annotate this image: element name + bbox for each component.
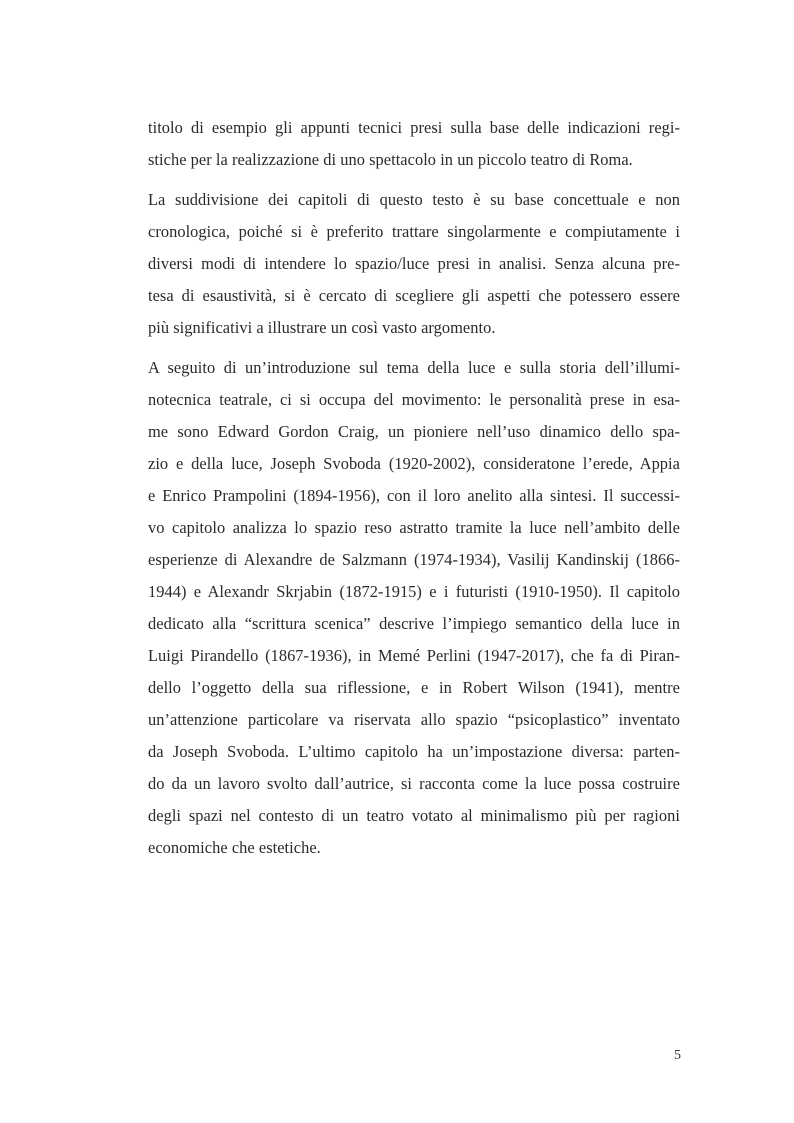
text-line: dello l’oggetto della sua riflessione, e in Robert Wilson (1941), mentre [148, 678, 680, 697]
paragraph-spacer [148, 176, 680, 184]
text-line: da Joseph Svoboda. L’ultimo capitolo ha un’impostazione diversa: parten- [148, 742, 680, 761]
paragraph-1 [148, 112, 680, 176]
text-line: dedicato alla “scrittura scenica” descrive l’impiego semantico della luce in [148, 614, 680, 633]
text-line: Luigi Pirandello (1867-1936), in Memé Perlini (1947-2017), che fa di Piran- [148, 646, 680, 665]
text-line: diversi modi di intendere lo spazio/luce presi in analisi. Senza alcuna pre- [148, 254, 680, 273]
text-line: vo capitolo analizza lo spazio reso astratto tramite la luce nell’ambito delle [148, 518, 680, 537]
text-line: A seguito di un’introduzione sul tema della luce e sulla storia dell’illumi- [148, 358, 680, 377]
text-line: La suddivisione dei capitoli di questo testo è su base concettuale e non [148, 190, 680, 209]
paragraph-spacer [148, 344, 680, 352]
text-line: più significativi a illustrare un così vasto argomento. [148, 318, 496, 337]
text-line: un’attenzione particolare va riservata allo spazio “psicoplastico” inventato [148, 710, 680, 729]
text-line: cronologica, poiché si è preferito trattare singolarmente e compiutamente i [148, 222, 680, 241]
text-line: do da un lavoro svolto dall’autrice, si racconta come la luce possa costruire [148, 774, 680, 793]
paragraph-3 [148, 352, 680, 864]
text-line: zio e della luce, Joseph Svoboda (1920-2002), consideratone l’erede, Appia [148, 454, 680, 473]
page-number: 5 [674, 1048, 681, 1063]
paragraph-2 [148, 184, 680, 344]
text-line: esperienze di Alexandre de Salzmann (1974-1934), Vasilij Kandinskij (1866- [148, 550, 680, 569]
text-line: economiche che estetiche. [148, 838, 321, 857]
text-line: me sono Edward Gordon Craig, un pioniere nell’uso dinamico dello spa- [148, 422, 680, 441]
text-line: notecnica teatrale, ci si occupa del movimento: le personalità prese in esa- [148, 390, 680, 409]
text-line: degli spazi nel contesto di un teatro votato al minimalismo più per ragioni [148, 806, 680, 825]
text-line: tesa di esaustività, si è cercato di scegliere gli aspetti che potessero essere [148, 286, 680, 305]
body-text [148, 112, 680, 864]
text-line: 1944) e Alexandr Skrjabin (1872-1915) e i futuristi (1910-1950). Il capitolo [148, 582, 680, 601]
text-line: titolo di esempio gli appunti tecnici presi sulla base delle indicazioni regi- [148, 118, 680, 137]
text-line: stiche per la realizzazione di uno spettacolo in un piccolo teatro di Roma. [148, 150, 633, 169]
text-line: e Enrico Prampolini (1894-1956), con il loro anelito alla sintesi. Il successi- [148, 486, 680, 505]
